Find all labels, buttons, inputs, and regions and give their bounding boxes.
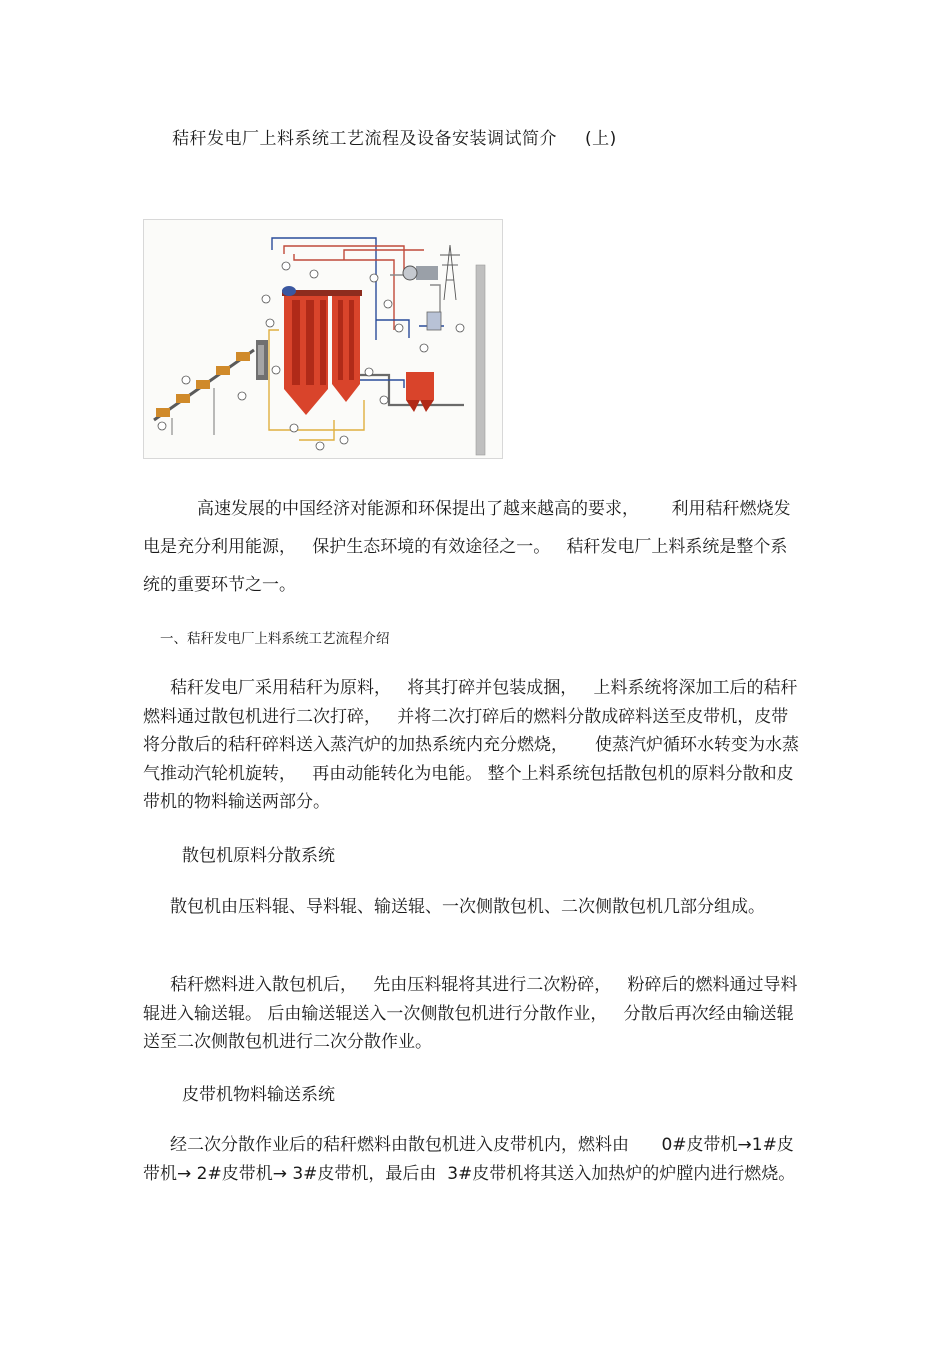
title-suffix: (上) — [585, 129, 617, 149]
paragraph-process-overview: 秸秆发电厂采用秸秆为原料， 将其打碎并包装成捆， 上料系统将深加工后的秸秆燃料通过散包机进行二次打碎， 并将二次打碎后的燃料分散成碎料送至皮带机，皮带将分散后的秸秆碎料送入蒸汽炉的加热系统内充分燃烧， 使蒸汽炉循环水转变为水蒸气推动汽轮机旋转， 再由动能转化为电能。 整个上料系统包括散包机的原料分散和皮带机的物料输送两部分。 — [143, 678, 800, 812]
intro-paragraph: 高速发展的中国经济对能源和环保提出了越来越高的要求， 利用秸秆燃烧发电是充分利用能源， 保护生态环境的有效途径之一。 秸秆发电厂上料系统是整个系统的重要环节之一。 — [143, 499, 791, 595]
subheading-belt-conveyor-system: 皮带机物料输送系统 — [182, 1085, 335, 1105]
paragraph-belt-conveyor-process: 经二次分散作业后的秸秆燃料由散包机进入皮带机内，燃料由 0#皮带机→1#皮带机→ 2#皮带机→ 3#皮带机，最后由 3#皮带机将其送入加热炉的炉膛内进行燃烧。 — [143, 1135, 796, 1184]
title-text: 秸秆发电厂上料系统工艺流程及设备安装调试简介 — [172, 129, 557, 149]
power-plant-process-diagram-icon — [144, 220, 502, 458]
process-diagram — [143, 219, 503, 459]
subheading-debaler-system: 散包机原料分散系统 — [182, 846, 335, 866]
section-heading-1: 一、秸秆发电厂上料系统工艺流程介绍 — [160, 631, 390, 647]
paragraph-debaler-composition: 散包机由压料辊、导料辊、输送辊、一次侧散包机、二次侧散包机几部分组成。 — [143, 897, 766, 917]
paragraph-debaler-process: 秸秆燃料进入散包机后， 先由压料辊将其进行二次粉碎， 粉碎后的燃料通过导料辊进入输送辊。 后由输送辊送入一次侧散包机进行分散作业， 分散后再次经由输送辊送至二次侧散包机进行二次分散作业。 — [143, 975, 798, 1052]
page-title — [172, 124, 617, 149]
